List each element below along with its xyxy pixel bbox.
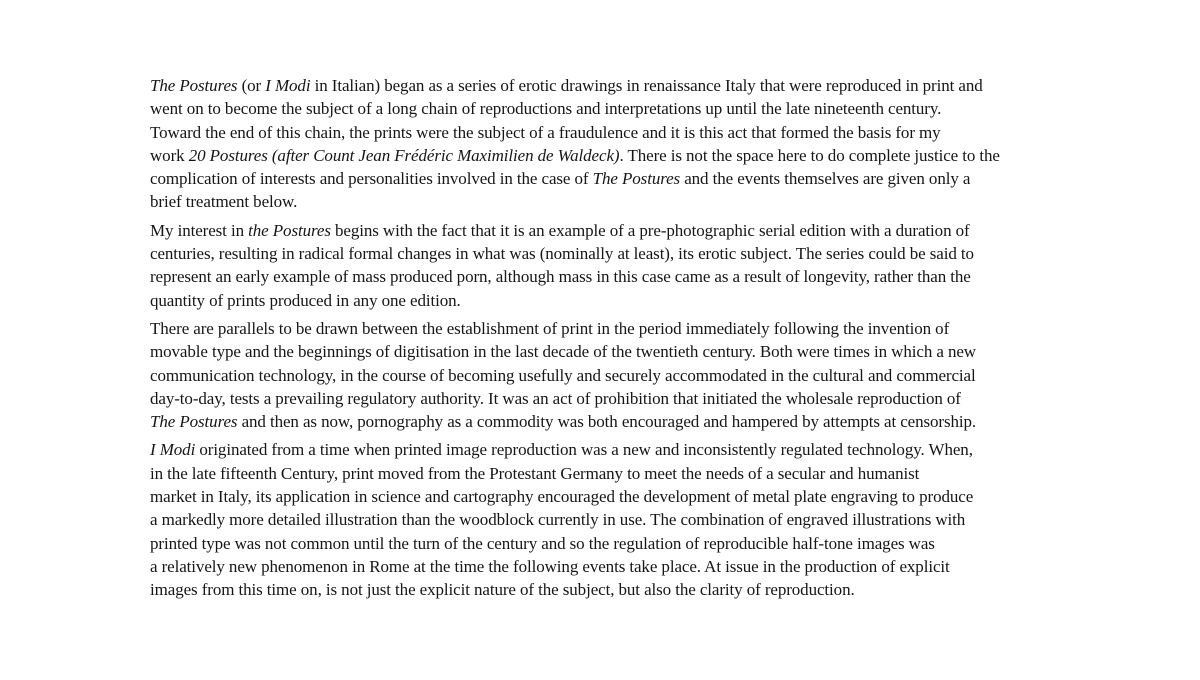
text-run: complication of interests and personalities involved in the case of [150,169,593,189]
text-line [150,387,1055,410]
paragraph-1 [150,74,1055,214]
paragraph-4 [150,438,1055,601]
text-run: (or [237,76,266,95]
text-line [150,410,1055,433]
italic-text-run: I Modi [150,440,196,460]
text-run: originated from a time when printed image reproduction was a new and inconsistently regulated technology. When, [195,440,973,460]
text-run: printed type was not common until the turn of the century and so the regulation of reproducible half-tone images was [150,533,935,553]
text-line [150,190,1055,213]
italic-text-run: 20 Postures (after Count Jean Frédéric Maximilien de Waldeck) [188,145,620,165]
document-body [150,74,1055,607]
paragraph-3 [150,317,1055,433]
text-run: went on to become the subject of a long chain of reproductions and interpretations up until the late nineteenth century. [150,99,942,119]
text-line [150,144,1055,167]
text-line [150,219,1055,242]
text-line [150,532,1055,555]
text-line [150,364,1055,387]
text-run: brief treatment below. [150,192,298,212]
text-run: and then as now, pornography as a commodity was both encouraged and hampered by attempts at censorship. [237,412,977,432]
text-run: a markedly more detailed illustration than the woodblock currently in use. The combination of engraved illustrations with [150,510,966,530]
italic-text-run: The Postures [150,76,238,95]
text-line [150,340,1055,363]
text-run: . There is not the space here to do complete justice to the [619,145,1000,165]
text-run: in Italian) began as a series of erotic drawings in renaissance Italy that were reproduced in print and [310,76,983,95]
text-line [150,97,1055,120]
text-line [150,462,1055,485]
text-line [150,265,1055,288]
text-line [150,242,1055,265]
text-run: quantity of prints produced in any one edition. [150,290,461,310]
text-line [150,167,1055,190]
paragraph-2 [150,219,1055,312]
text-line [150,438,1055,461]
text-run: work [150,145,189,165]
text-run: represent an early example of mass produced porn, although mass in this case came as a result of longevity, rather than the [150,267,971,287]
text-run: There are parallels to be drawn between the establishment of print in the period immediately following the invention of [150,318,950,338]
text-run: Toward the end of this chain, the prints were the subject of a fraudulence and it is this act that formed the basis for my [150,122,941,142]
text-run: and the events themselves are given only a [680,169,971,189]
text-line [150,317,1055,340]
text-run: day-to-day, tests a prevailing regulatory authority. It was an act of prohibition that initiated the wholesale reproduction of [150,388,961,408]
text-line [150,74,1055,97]
text-line [150,555,1055,578]
text-run: images from this time on, is not just the explicit nature of the subject, but also the clarity of reproduction. [150,580,855,600]
text-run: begins with the fact that it is an example of a pre-photographic serial edition with a duration of [330,220,970,240]
text-run: centuries, resulting in radical formal changes in what was (nominally at least), its erotic subject. The series could be said to [150,244,974,264]
text-run: market in Italy, its application in science and cartography encouraged the development of metal plate engraving to produce [150,487,974,507]
italic-text-run: the Postures [248,220,331,240]
italic-text-run: The Postures [592,169,681,189]
italic-text-run: I Modi [265,76,311,95]
text-run: My interest in [150,220,249,240]
text-line [150,578,1055,601]
text-line [150,289,1055,312]
text-run: communication technology, in the course of becoming usefully and securely accommodated in the cultural and commercial [150,365,976,385]
text-run: movable type and the beginnings of digitisation in the last decade of the twentieth century. Both were times in which a new [150,342,976,362]
text-line [150,121,1055,144]
text-run: a relatively new phenomenon in Rome at the time the following events take place. At issue in the production of explicit [150,556,950,576]
text-line [150,508,1055,531]
text-line [150,485,1055,508]
text-run: in the late fifteenth Century, print moved from the Protestant Germany to meet the needs of a secular and humanist [150,463,920,483]
italic-text-run: The Postures [150,412,238,432]
